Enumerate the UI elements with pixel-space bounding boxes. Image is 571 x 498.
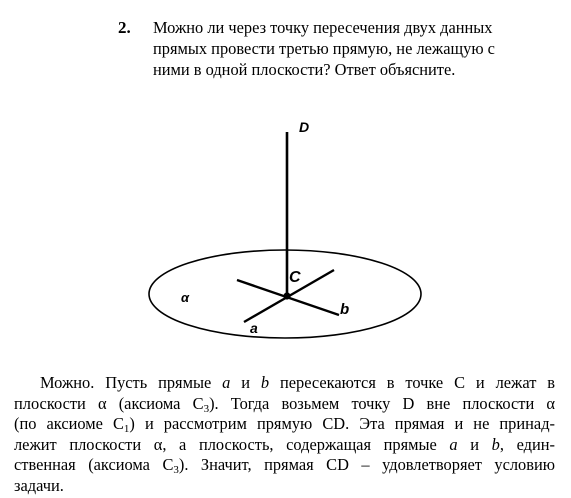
answer-line [14,373,555,394]
math-variable: a [449,434,458,454]
text-segment: плоскости α (аксиома С [14,393,204,413]
problem-number: 2. [118,18,131,37]
problem-line: прямых провести третью прямую, не лежащую с [153,39,495,58]
problem-line: ними в одной плоскости? Ответ объясните. [153,60,456,79]
text-segment: и [230,373,261,392]
figure-drawing [145,116,435,361]
geometry-figure [145,116,435,366]
label-line-a: a [250,320,258,336]
text-segment: лежит плоскости α, а плоскость, содержащая прямые [14,434,450,454]
text-segment: пересекаются в точке С и лежат в [269,373,555,392]
subscript: 3 [173,464,179,476]
label-point-d: D [299,119,310,135]
text-segment: ). Тогда возьмем точку D вне плоскости α [209,393,555,413]
text-segment: Можно. Пусть прямые [40,373,223,392]
label-line-b: b [340,301,350,318]
text-segment: , един- [499,434,555,454]
subscript: 1 [123,423,130,435]
problem-line: Можно ли через точку пересечения двух данных [153,18,493,37]
text-segment: ственная (аксиома С [14,455,174,474]
text-segment: (по аксиоме С [14,414,124,433]
label-point-c: C [289,269,301,286]
answer-line [14,414,555,435]
text-segment: и [457,434,492,454]
math-variable: b [260,373,270,392]
math-variable: a [222,373,231,392]
label-plane-alpha: α [181,290,190,305]
answer-text [14,373,555,496]
problem-statement [0,14,571,84]
answer-line [14,455,555,476]
answer-line [14,476,555,497]
text-segment: задачи. [14,475,64,495]
answer-line [14,435,555,456]
point-c-dot [283,292,290,299]
subscript: 3 [203,402,210,415]
answer-line [14,394,555,415]
text-segment: ) и рассмотрим прямую CD. Эта прямая и не принад- [129,414,555,433]
math-variable: b [491,434,500,454]
text-segment: ). Значит, прямая CD – удовлетворяет условию [178,455,556,474]
